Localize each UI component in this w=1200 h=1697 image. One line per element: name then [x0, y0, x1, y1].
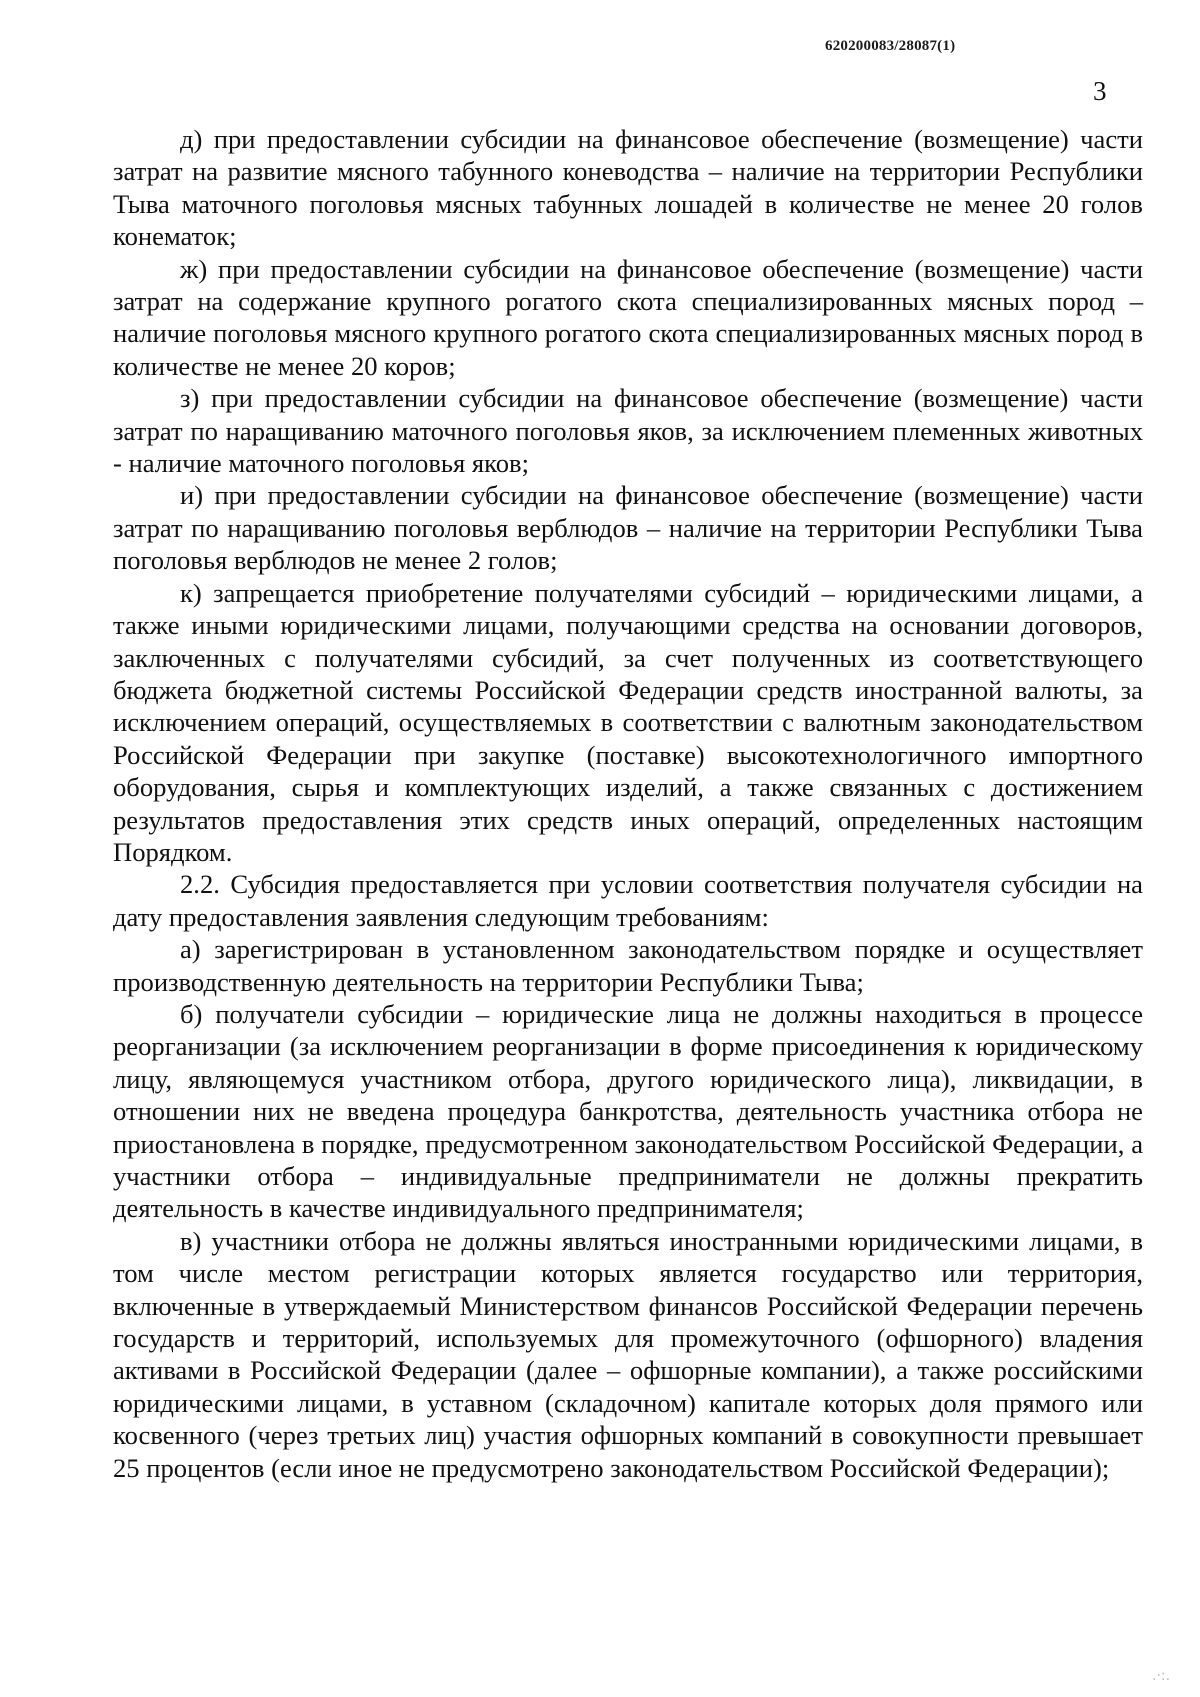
paragraph-k: к) запрещается приобретение получателями субсидий – юридическими лицами, а также иными юридическими лицами, получающими средства на основании договоров, заключенных с получателями субсидий, за счет полученных из соответствующего бюджета бюджетной системы Российской Федерации средств иностранной валюты, за исключением операций, осуществляемых в соответствии с валютным законодательством Российской Федерации при закупке (поставке) высокотехнологичного импортного оборудования, сырья и комплектующих изделий, а также связанных с достижением результатов предоставления этих средств иных операций, определенных настоящим Порядком.: [113, 577, 1143, 867]
paragraph-i: и) при предоставлении субсидии на финансовое обеспечение (возмещение) части затрат по наращиванию поголовья верблюдов – наличие на территории Республики Тыва поголовья верблюдов не менее 2 голов;: [113, 480, 1143, 576]
page-number: 3: [1093, 76, 1107, 106]
paragraph-z: з) при предоставлении субсидии на финансовое обеспечение (возмещение) части затрат по наращиванию маточного поголовья яков, за исключением племенных животных - наличие маточного поголовья яков;: [113, 383, 1143, 479]
paragraph-2-2: 2.2. Субсидия предоставляется при условии соответствия получателя субсидии на дату предоставления заявления следующим требованиям:: [113, 869, 1143, 932]
paragraph-a: а) зарегистрирован в установленном законодательством порядке и осуществляет производственную деятельность на территории Республики Тыва;: [113, 934, 1143, 997]
paragraph-d: д) при предоставлении субсидии на финансовое обеспечение (возмещение) части затрат на развитие мясного табунного коневодства – наличие на территории Республики Тыва маточного поголовья мясных табунных лошадей в количестве не менее 20 голов конематок;: [113, 124, 1143, 252]
document-body: [113, 123, 1143, 1484]
paragraph-v: в) участники отбора не должны являться иностранными юридическими лицами, в том числе местом регистрации которых является государство или территория, включенные в утверждаемый Министерством финансов Российской Федерации перечень государств и территорий, используемых для промежуточного (офшорного) владения активами в Российской Федерации (далее – офшорные компании), а также российскими юридическими лицами, в уставном (складочном) капитале которых доля прямого или косвенного (через третьих лиц) участия офшорных компаний в совокупности превышает 25 процентов (если иное не предусмотрено законодательством Российской Федерации);: [113, 1225, 1143, 1483]
document-id: 620200083/28087(1): [825, 38, 956, 54]
scan-mark: .·:.: [1152, 1668, 1171, 1684]
paragraph-zh: ж) при предоставлении субсидии на финансовое обеспечение (возмещение) части затрат на содержание крупного рогатого скота специализированных мясных пород – наличие поголовья мясного крупного рогатого скота специализированных мясных пород в количестве не менее 20 коров;: [113, 253, 1143, 381]
paragraph-b: б) получатели субсидии – юридические лица не должны находиться в процессе реорганизации (за исключением реорганизации в форме присоединения к юридическому лицу, являющемуся участником отбора, другого юридического лица), ликвидации, в отношении них не введена процедура банкротства, деятельность участника отбора не приостановлена в порядке, предусмотренном законодательством Российской Федерации, а участники отбора – индивидуальные предприниматели не должны прекратить деятельность в качестве индивидуального предпринимателя;: [113, 998, 1143, 1224]
